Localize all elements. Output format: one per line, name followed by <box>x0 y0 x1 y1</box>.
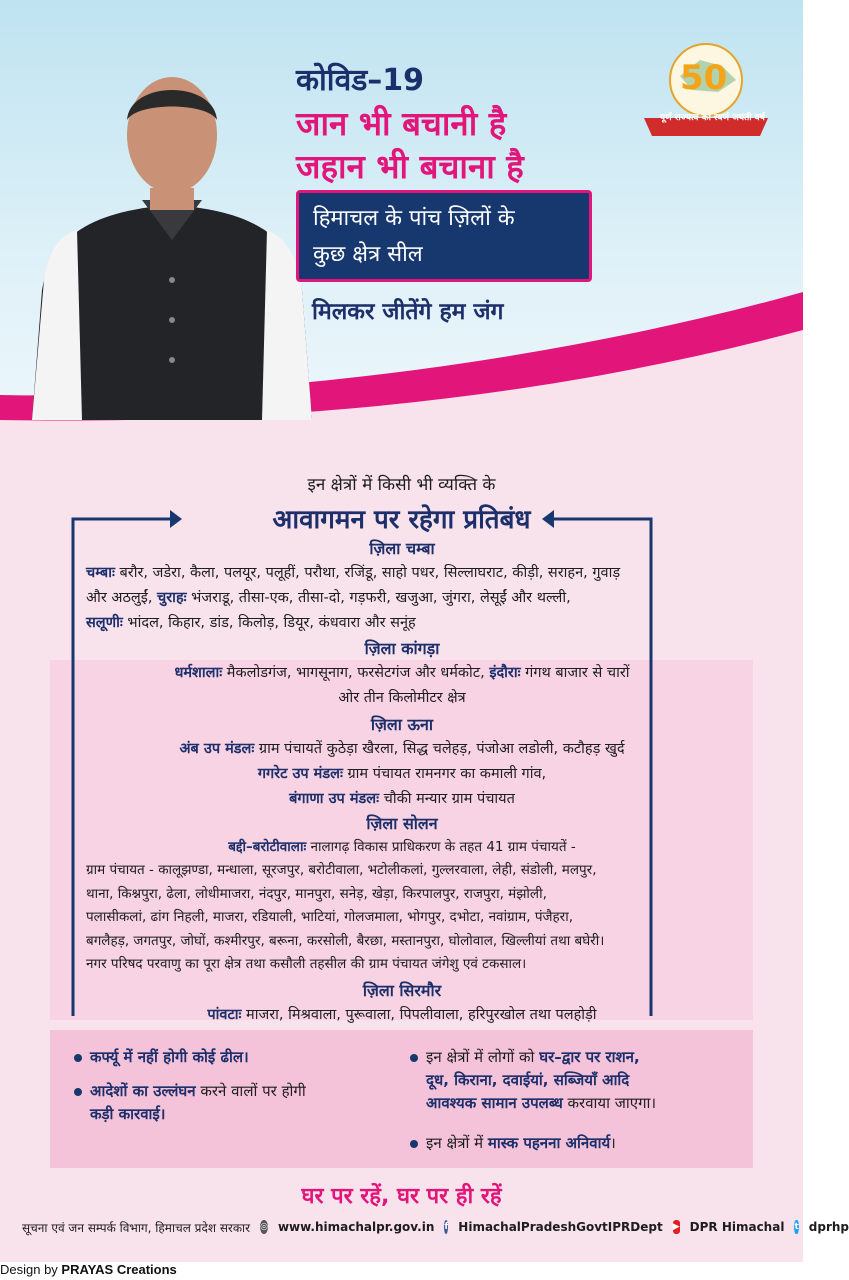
bullet-text: करने वालों पर होगी <box>195 1082 306 1100</box>
covid-title: कोविड–19 <box>296 63 425 98</box>
una-line-2 <box>86 762 718 787</box>
area-key: गगरेट उप मंडलः <box>257 766 343 782</box>
district-heading: ज़िला कांगड़ा <box>364 639 440 658</box>
district-kangra <box>86 636 718 711</box>
kangra-line-1 <box>86 661 718 686</box>
bullet-text: इन क्षेत्रों में लोगों को <box>426 1048 540 1066</box>
bullet-text: कड़ी कारवाई। <box>90 1105 166 1123</box>
district-chamba <box>86 536 718 636</box>
slogan: मिलकर जीतेंगे हम जंग <box>312 299 504 325</box>
bullet-dot <box>74 1054 82 1062</box>
bullet-mask <box>410 1132 740 1155</box>
bullet-highlight: मास्क पहनना अनिवार्य <box>487 1134 611 1152</box>
area-list: ग्राम पंचायत रामनगर का कमाली गांव, <box>342 766 547 782</box>
area-key: सलूणीः <box>86 615 123 631</box>
sirmaur-line-1 <box>86 1003 718 1028</box>
area-list: चौकी मन्यार ग्राम पंचायत <box>379 791 515 807</box>
area-list: नालागढ़ विकास प्राधिकरण के तहत 41 ग्राम पंचायतें - <box>306 838 576 855</box>
emblem-text: पूर्ण राज्यत्व का स्वर्ण जयंती वर्ष <box>660 113 765 123</box>
bullet-highlight: घर–द्वार पर राशन, <box>539 1048 640 1066</box>
twitter-link[interactable]: dprhp <box>808 1220 849 1234</box>
facebook-link[interactable]: HimachalPradeshGovtIPRDept <box>458 1220 663 1234</box>
solan-line-5: बगलैहड़, जगतपुर, जोघों, कश्मीरपुर, बरूना, करसोली, बैरछा, मस्तानपुरा, घोलोवाल, खिल्लीयां तथा बघेरी। <box>86 932 605 949</box>
district-heading: ज़िला चम्बा <box>369 539 435 558</box>
youtube-icon: ▶ <box>672 1222 680 1232</box>
hero-banner <box>0 0 803 440</box>
solan-line-2: ग्राम पंचायत - कालूझण्डा, मन्धाला, सूरजपुर, बरोटीवाला, भटोलीकलां, गुल्लरवाला, लेही, संडोली, मलपुर, <box>86 862 597 878</box>
area-key: पांवटाः <box>207 1007 242 1023</box>
area-key: अंब उप मंडलः <box>179 741 255 757</box>
emblem-number: 50 <box>680 58 728 98</box>
area-key: धर्मशालाः <box>174 665 223 681</box>
solan-line-6: नगर परिषद परवाणु का पूरा क्षेत्र तथा कसौली तहसील की ग्राम पंचायत जंगेशु एवं टकसाल। <box>86 956 527 972</box>
facebook-icon: f <box>444 1222 449 1232</box>
twitter-icon: t <box>794 1222 799 1232</box>
bullet-highlight: आदेशों का उल्लंघन <box>90 1082 196 1100</box>
area-list: भांदल, किहार, डांड, किलोड़, डियूर, कंधवारा और सनूंह <box>122 615 416 631</box>
seal-notice-box <box>296 190 592 282</box>
district-heading: ज़िला सिरमौर <box>362 981 442 1000</box>
bullet-highlight: दूध, किराना, दवाईयां, सब्जियाँ आदि <box>426 1071 630 1089</box>
bullet-dot <box>410 1054 418 1062</box>
bullet-supplies <box>410 1046 740 1115</box>
credit-prefix: Design by <box>0 1262 62 1277</box>
tagline-line-1: जान भी बचानी है <box>296 104 507 143</box>
kangra-line-2: ओर तीन किलोमीटर क्षेत्र <box>338 690 466 706</box>
district-solan <box>86 812 718 977</box>
district-heading: ज़िला ऊना <box>370 715 434 734</box>
bullet-violation <box>74 1080 404 1126</box>
footer-bar <box>22 1216 849 1238</box>
globe-icon: ◎ <box>260 1222 268 1232</box>
credit-name: PRAYAS Creations <box>61 1262 177 1277</box>
area-list: माजरा, मिश्रवाला, पुरूवाला, पिपलीवाला, हरिपुरखोल तथा पलहोड़ी <box>241 1007 597 1023</box>
district-heading: ज़िला सोलन <box>366 814 438 833</box>
area-list: मैकलोडगंज, भागसूनाग, फरसेटगंज और धर्मकोट, <box>222 665 490 681</box>
restriction-headline: आवागमन पर रहेगा प्रतिबंध <box>272 505 531 535</box>
una-line-1 <box>86 737 718 762</box>
bullet-text: इन क्षेत्रों में <box>426 1134 488 1152</box>
bullet-curfew <box>74 1046 394 1069</box>
seal-line-2: कुछ क्षेत्र सील <box>313 242 423 267</box>
area-list: गंगथ बाजार से चारों <box>520 665 630 681</box>
area-key: चम्बाः <box>86 565 115 581</box>
una-line-3 <box>86 787 718 812</box>
area-list: और अठलुईं, <box>86 590 158 606</box>
area-list: भंजराडू, तीसा-एक, तीसा-दो, गड़फरी, खजुआ, जुंगरा, लेसूईं और थल्ली, <box>186 590 571 606</box>
golden-jubilee-emblem <box>640 40 772 140</box>
area-key: चुराहः <box>157 590 187 606</box>
intro-text: इन क्षेत्रों में किसी भी व्यक्ति के <box>307 475 496 495</box>
chief-minister-photo <box>22 40 322 420</box>
bullet-text: । <box>610 1134 616 1152</box>
seal-line-1: हिमाचल के पांच ज़िलों के <box>313 206 515 231</box>
chamba-line-2 <box>86 586 718 611</box>
bullet-text: करवाया जाएगा। <box>562 1094 657 1112</box>
solan-line-1 <box>86 836 718 860</box>
youtube-link[interactable]: DPR Himachal <box>689 1220 785 1234</box>
solan-line-4: पलासीकलां, ढांग निहली, माजरा, रडियाली, भाटियां, गोलजमाला, भोगपुर, दभोटा, नवांग्राम, पंजैहरा, <box>86 909 573 925</box>
district-sirmaur <box>86 978 718 1028</box>
solan-line-3: थाना, किश्नपुरा, ढेला, लोधीमाजरा, नंदपुर, मानपुरा, सनेड़, खेड़ा, किरपालपुर, राजपुरा, मंझोली, <box>86 885 547 902</box>
area-key: इंदौराः <box>489 665 521 681</box>
area-list: बरौर, जडेरा, कैला, पलयूर, पलूहीं, परौथा, रजिंडू, साहो पधर, सिल्लाघराट, कीड़ी, सराहन, गुवाड़ <box>114 565 621 581</box>
chamba-line-1 <box>86 561 718 586</box>
district-una <box>86 712 718 812</box>
stay-home-slogan: घर पर रहें, घर पर ही रहें <box>301 1184 502 1209</box>
tagline-line-2: जहान भी बचाना है <box>296 147 524 186</box>
website-link[interactable]: www.himachalpr.gov.in <box>277 1220 435 1234</box>
bullet-dot <box>74 1088 82 1096</box>
bullet-text: कर्फ्यू में नहीं होगी कोई ढील। <box>90 1048 249 1066</box>
bullet-highlight: आवश्यक सामान उपलब्ध <box>426 1094 563 1112</box>
area-key: बद्दी–बरोटीवालाः <box>228 838 307 855</box>
area-list: ग्राम पंचायतें कुठेड़ा खैरला, सिद्ध चलेहड़, पंजोआ लडोली, कटौहड़ खुर्द <box>254 741 625 757</box>
area-key: बंगाणा उप मंडलः <box>289 791 380 807</box>
department-name: सूचना एवं जन सम्पर्क विभाग, हिमाचल प्रदेश सरकार <box>22 1220 251 1235</box>
design-credit <box>0 1262 177 1280</box>
chamba-line-3 <box>86 611 718 636</box>
bullet-dot <box>410 1140 418 1148</box>
